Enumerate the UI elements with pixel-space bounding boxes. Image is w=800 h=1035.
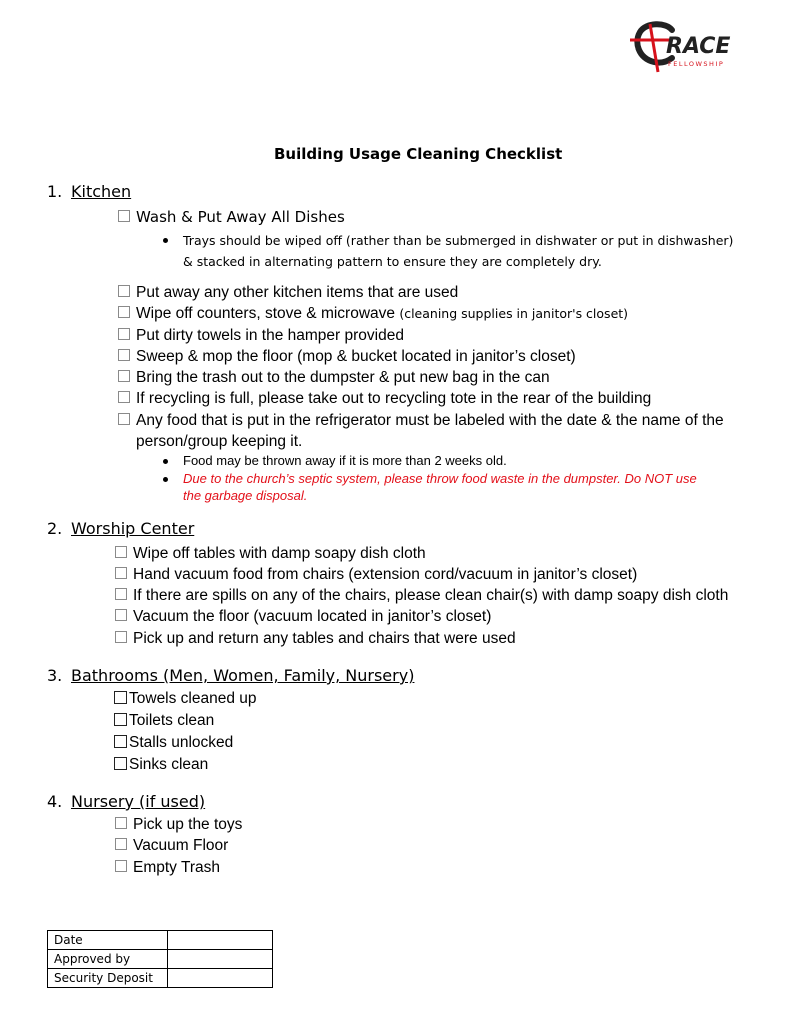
bullet-icon [163, 459, 168, 464]
bullet-note-food: Food may be thrown away if it is more than 2 weeks old. [183, 453, 507, 468]
section-title: Bathrooms (Men, Women, Family, Nursery) [71, 666, 415, 685]
checkbox-icon[interactable] [118, 413, 130, 425]
table-row [48, 969, 273, 988]
section-heading-bathrooms [47, 666, 414, 685]
checklist-item[interactable]: Wash & Put Away All Dishes [118, 208, 345, 226]
checklist-item[interactable]: Toilets clean [114, 712, 214, 730]
checklist-item[interactable]: Wipe off tables with damp soapy dish cloth [115, 545, 426, 563]
bullet-note-dishes: Trays should be wiped off (rather than be submerged in dishwater or put in dishwasher) [183, 233, 734, 248]
bullet-icon [163, 477, 168, 482]
checklist-item[interactable]: Put dirty towels in the hamper provided [118, 327, 404, 345]
bullet-note-septic-continued: the garbage disposal. [183, 488, 308, 503]
table-cell-label: Security Deposit [48, 969, 168, 988]
section-number: 3. [47, 666, 63, 685]
checklist-item[interactable]: Any food that is put in the refrigerator must be labeled with the date & the name of the [118, 412, 724, 430]
checklist-item-continued: person/group keeping it. [136, 433, 303, 450]
checklist-item[interactable]: Pick up the toys [115, 816, 242, 834]
bullet-note-dishes-continued: & stacked in alternating pattern to ensure they are completely dry. [183, 254, 602, 269]
checklist-item[interactable]: Sweep & mop the floor (mop & bucket located in janitor’s closet) [118, 348, 576, 366]
checkbox-icon[interactable] [115, 860, 127, 872]
checklist-item[interactable]: Wipe off counters, stove & microwave (cleaning supplies in janitor's closet) [118, 305, 628, 323]
checkbox-icon[interactable] [115, 609, 127, 621]
checkbox-icon[interactable] [114, 757, 127, 770]
checklist-item[interactable]: Sinks clean [114, 756, 208, 774]
section-heading-worship-center [47, 519, 194, 538]
checkbox-icon[interactable] [118, 306, 130, 318]
bullet-note-septic: Due to the church’s septic system, please throw food waste in the dumpster. Do NOT use [183, 471, 697, 486]
microwave-note: (cleaning supplies in janitor's closet) [399, 306, 629, 321]
section-number: 2. [47, 519, 63, 538]
table-row [48, 950, 273, 969]
checklist-item[interactable]: Empty Trash [115, 859, 220, 877]
checkbox-icon[interactable] [115, 838, 127, 850]
section-title: Kitchen [71, 182, 132, 201]
table-cell-label: Approved by [48, 950, 168, 969]
checkbox-icon[interactable] [118, 328, 130, 340]
checkbox-icon[interactable] [118, 285, 130, 297]
checklist-item[interactable]: Vacuum the floor (vacuum located in janitor’s closet) [115, 608, 491, 626]
checklist-item[interactable]: Hand vacuum food from chairs (extension cord/vacuum in janitor’s closet) [115, 566, 637, 584]
checkbox-icon[interactable] [115, 588, 127, 600]
checkbox-icon[interactable] [114, 713, 127, 726]
checklist-item[interactable]: If recycling is full, please take out to recycling tote in the rear of the building [118, 390, 651, 408]
section-title: Worship Center [71, 519, 195, 538]
checkbox-icon[interactable] [114, 735, 127, 748]
section-heading-kitchen [47, 182, 131, 201]
checklist-item[interactable]: Towels cleaned up [114, 690, 257, 708]
checkbox-icon[interactable] [118, 349, 130, 361]
checkbox-icon[interactable] [115, 546, 127, 558]
logo-subtitle: FELLOWSHIP [668, 60, 725, 68]
checkbox-icon[interactable] [115, 817, 127, 829]
table-cell-label: Date [48, 931, 168, 950]
checklist-item[interactable]: Stalls unlocked [114, 734, 233, 752]
section-title: Nursery (if used) [71, 792, 206, 811]
section-heading-nursery [47, 792, 205, 811]
checklist-item[interactable]: Bring the trash out to the dumpster & put new bag in the can [118, 369, 550, 387]
checkbox-icon[interactable] [118, 210, 130, 222]
checklist-item[interactable]: Pick up and return any tables and chairs that were used [115, 630, 516, 648]
page-title: Building Usage Cleaning Checklist [274, 145, 563, 163]
checkbox-icon[interactable] [114, 691, 127, 704]
checklist-item[interactable]: Vacuum Floor [115, 837, 228, 855]
logo-wordmark: RACE [666, 34, 731, 59]
checklist-item[interactable]: Put away any other kitchen items that are used [118, 284, 458, 302]
approval-table [47, 930, 273, 988]
bullet-icon [163, 238, 168, 243]
table-cell-input[interactable] [168, 931, 273, 950]
section-number: 1. [47, 182, 63, 201]
table-cell-input[interactable] [168, 969, 273, 988]
checklist-item[interactable]: If there are spills on any of the chairs, please clean chair(s) with damp soapy dish cloth [115, 587, 728, 605]
checkbox-icon[interactable] [118, 370, 130, 382]
table-cell-input[interactable] [168, 950, 273, 969]
section-number: 4. [47, 792, 63, 811]
grace-fellowship-logo [628, 18, 744, 76]
checkbox-icon[interactable] [115, 567, 127, 579]
table-row [48, 931, 273, 950]
checkbox-icon[interactable] [118, 391, 130, 403]
checkbox-icon[interactable] [115, 631, 127, 643]
